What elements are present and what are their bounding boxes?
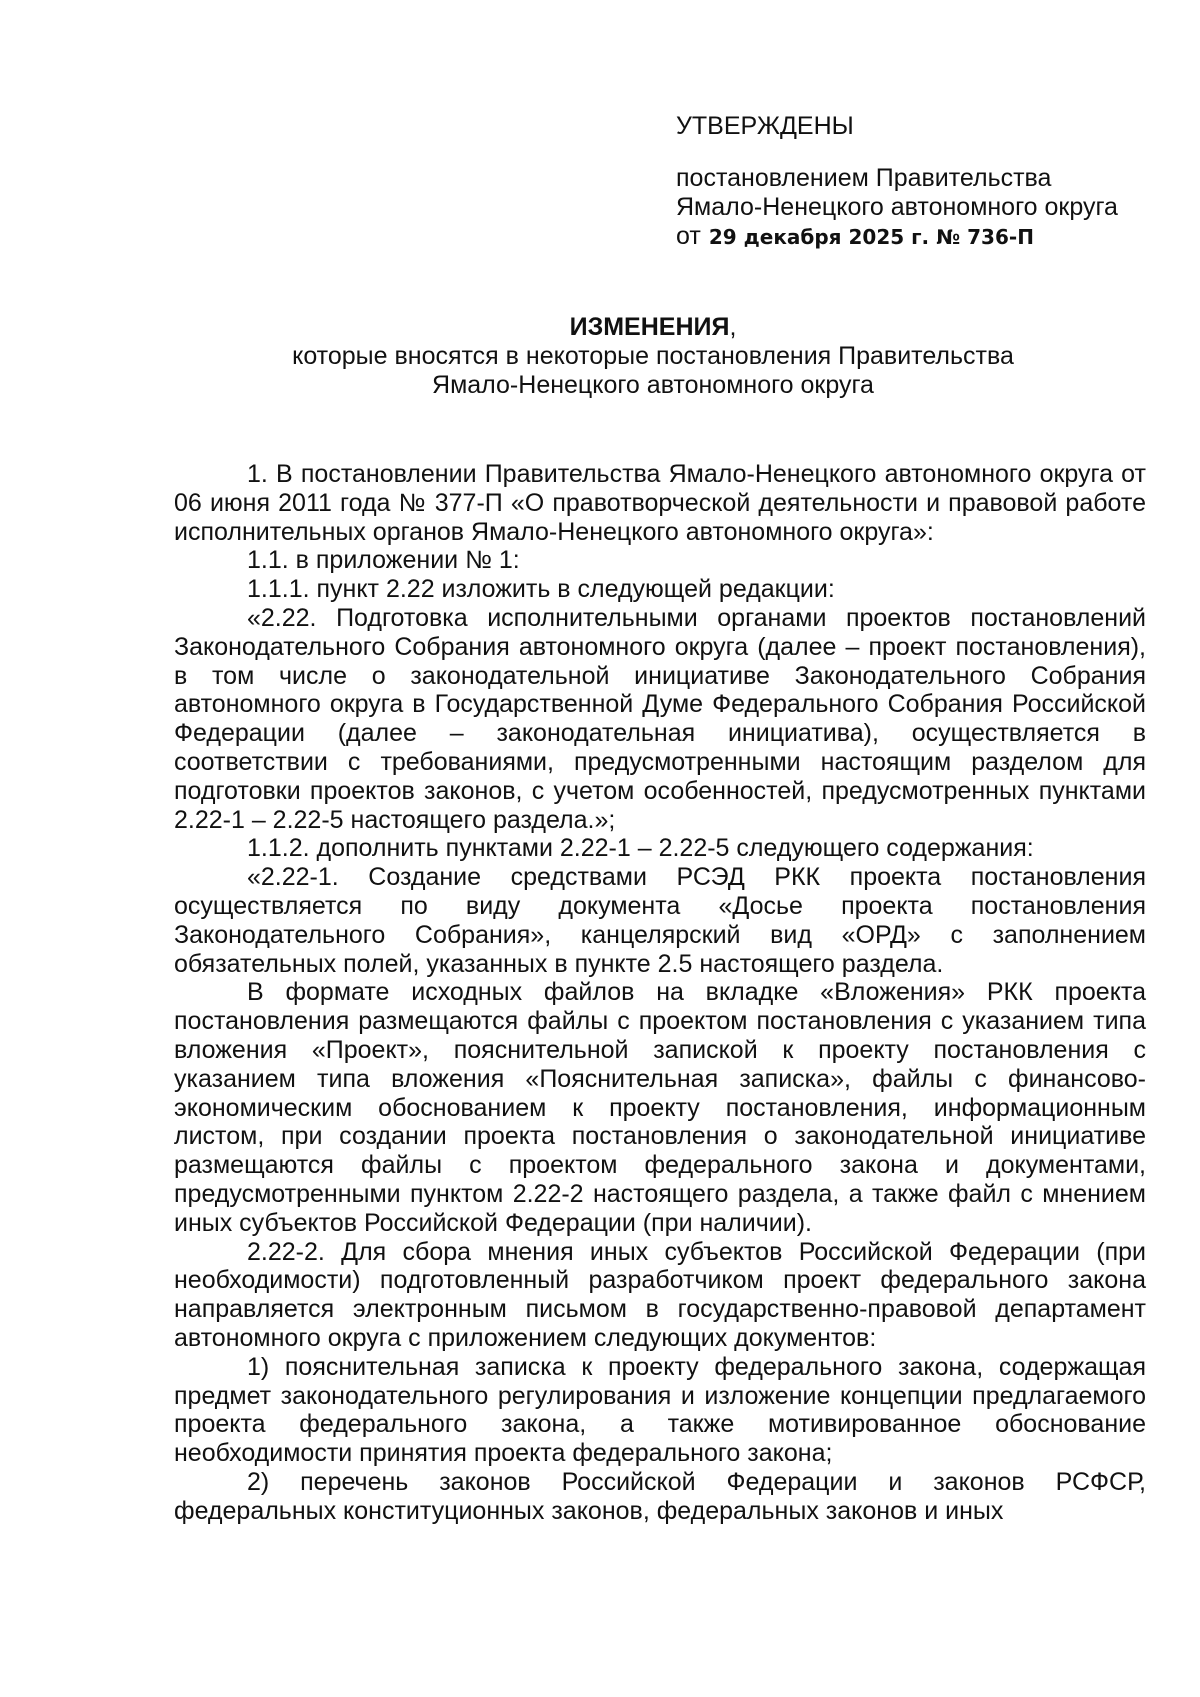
approval-line-1: постановлением Правительства <box>676 164 1052 192</box>
paragraph-item-2: 2) перечень законов Российской Федерации и законов РСФСР, федеральных конституционных законов, федеральных законов и иных <box>174 1467 1146 1525</box>
approval-date-line <box>676 222 1176 252</box>
date-prefix: от <box>676 222 701 250</box>
heading-title: ИЗМЕНЕНИЯ <box>569 313 730 341</box>
approved-label: УТВЕРЖДЕНЫ <box>676 112 854 140</box>
paragraph-2-22-2: 2.22-2. Для сбора мнения иных субъектов Российской Федерации (при необходимости) подготовленный разработчиком проект федерального закона направляется электронным письмом в государственно-правовой департамент автономного округа с приложением следующих документов: <box>174 1237 1146 1352</box>
paragraph-2-22-1: «2.22-1. Создание средствами РСЭД РКК проекта постановления осуществляется по виду документа «Досье проекта постановления Законодательного Собрания», канцелярский вид «ОРД» с заполнением обязательных полей, указанных в пункте 2.5 настоящего раздела. <box>174 863 1146 978</box>
heading-line-2: Ямало-Ненецкого автономного округа <box>432 371 874 399</box>
date-stamp: 29 декабря 2025 г. № 736-П <box>708 225 1034 249</box>
paragraph-item-1: 1) пояснительная записка к проекту федерального закона, содержащая предмет законодательного регулирования и изложение концепции предлагаемого проекта федерального закона, а также мотивированное обоснование необходимости принятия проекта федерального закона; <box>174 1352 1146 1468</box>
paragraph-attachments: В формате исходных файлов на вкладке «Вложения» РКК проекта постановления размещаются файлы с проектом постановления с указанием типа вложения «Проект», пояснительной запиской к проекту постановления с указанием типа вложения «Пояснительная записка», файлы с финансово-экономическим обоснованием к проекту постановления, информационным листом, при создании проекта постановления о законодательной инициативе размещаются файлы с проектом федерального закона и документами, предусмотренными пунктом 2.22-2 настоящего раздела, а также файл с мнением иных субъектов Российской Федерации (при наличии). <box>174 978 1146 1237</box>
paragraph-1: 1. В постановлении Правительства Ямало-Ненецкого автономного округа от 06 июня 2011 года № 377-П «О правотворческой деятельности и правовой работе исполнительных органов Ямало-Ненецкого автономного округа»: <box>174 460 1146 546</box>
approval-line-2: Ямало-Ненецкого автономного округа <box>676 193 1118 221</box>
heading-title-line <box>160 313 1146 342</box>
approval-block <box>676 112 1176 252</box>
document-body <box>174 460 1146 1525</box>
paragraph-1-1-1: 1.1.1. пункт 2.22 изложить в следующей редакции: <box>247 575 835 604</box>
heading-line-1: которые вносятся в некоторые постановления Правительства <box>292 342 1014 370</box>
paragraph-2-22: «2.22. Подготовка исполнительными органами проектов постановлений Законодательного Собрания автономного округа (далее – проект постановления), в том числе о законодательной инициативе Законодательного Собрания автономного округа в Государственной Думе Федерального Собрания Российской Федерации (далее – законодательная инициатива), осуществляется в соответствии с требованиями, предусмотренными настоящим разделом для подготовки проектов законов, с учетом особенностей, предусмотренных пунктами 2.22-1 – 2.22-5 настоящего раздела.»; <box>174 603 1146 834</box>
document-heading <box>160 313 1146 400</box>
paragraph-1-1-2: 1.1.2. дополнить пунктами 2.22-1 – 2.22-5 следующего содержания: <box>247 834 1034 863</box>
paragraph-1-1: 1.1. в приложении № 1: <box>247 546 520 575</box>
heading-title-suffix: , <box>729 313 737 341</box>
